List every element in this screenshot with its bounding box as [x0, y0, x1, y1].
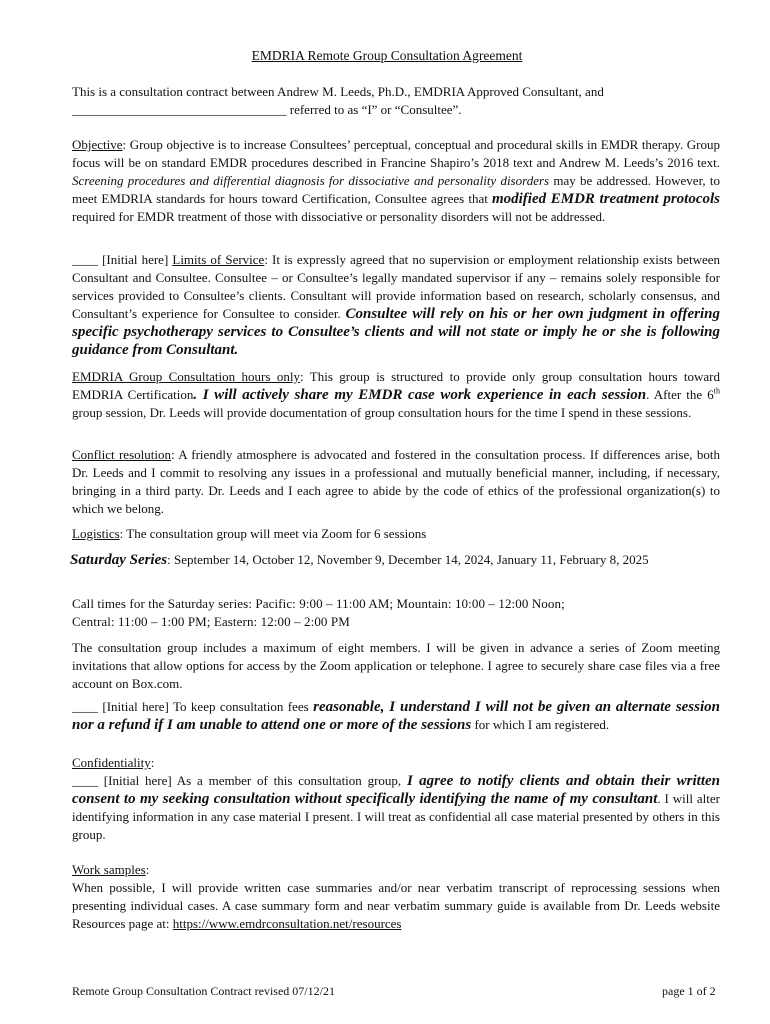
limits-paragraph — [72, 251, 720, 359]
limits-initial-blank[interactable]: ____ [Initial here] — [72, 252, 173, 267]
hours-text-2: . After the 6 — [646, 387, 714, 402]
work-samples-paragraph — [72, 861, 720, 933]
objective-text-2: may be addressed. However, to meet EMDRIA standards for hours toward Certification, Consultee agrees that — [72, 173, 720, 206]
fees-initial-blank[interactable]: ____ [Initial here] To keep consultation fees — [72, 699, 314, 714]
objective-text-1: : Group objective is to increase Consultees’ perceptual, conceptual and procedural skills in EMDR therapy. Group focus will be on standard EMDR procedures described in Francine Shapiro’s 2018 text and Andrew M. Leeds’s 2016 text. — [72, 137, 720, 170]
document-title: EMDRIA Remote Group Consultation Agreement — [251, 48, 523, 63]
logistics-text: : The consultation group will meet via Zoom for 6 sessions — [119, 526, 427, 541]
work-samples-heading: Work samples — [72, 862, 146, 877]
series-dates: : September 14, October 12, November 9, December 14, 2024, January 11, February 8, 2025 — [167, 552, 649, 567]
conflict-text: : A friendly atmosphere is advocated and fostered in the consultation process. If differences arise, both Dr. Leeds and I commit to resolving any issues in a professional and mutually beneficial manner, including, if necessary, bringing in a third party. Dr. Leeds and I each agree to abide by the code of ethics of the professional organization(s) to which we belong. — [72, 447, 720, 516]
conflict-heading: Conflict resolution — [72, 447, 171, 462]
consultee-name-blank[interactable]: _________________________________ — [72, 102, 287, 117]
limits-text: : It is expressly agreed that no supervision or employment relationship exists between Consultant and Consultee. Consultee – or Consultee’s legally mandated supervisor if any – remains solely responsible for services provided to Consultee’s clients. Consultant will provide information based on research, scholarly consensus, and Consultant’s experience for Consultee to consider. — [72, 252, 720, 321]
confidentiality-bold: I agree to notify clients and obtain their written consent to my seeking consultation without specifically identifying the name of my consultant — [72, 773, 720, 807]
series-label: Saturday Series — [70, 552, 168, 568]
call-times-line-1: Call times for the Saturday series: Pacific: 9:00 – 11:00 AM; Mountain: 10:00 – 12:00 Noon; — [72, 596, 565, 611]
limits-heading: Limits of Service — [172, 252, 265, 267]
intro-line-2: referred to as “I” or “Consultee”. — [286, 102, 462, 117]
logistics-paragraph — [72, 525, 720, 543]
intro-paragraph — [72, 83, 720, 119]
hours-text-1: : This group is structured to provide only group consultation hours toward EMDRIA Certification — [72, 369, 720, 402]
objective-bold: modified EMDR treatment protocols — [491, 191, 720, 207]
group-size-paragraph — [72, 639, 720, 693]
resources-link[interactable]: https://www.emdrconsultation.net/resources — [172, 916, 402, 931]
hours-bold: . I will actively share my EMDR case work experience in each session — [193, 387, 647, 403]
limits-bold: Consultee will rely on his or her own judgment in offering specific psychotherapy services to Consultee’s clients and will not state or imply he or she is following guidance from Consultant. — [72, 306, 721, 358]
objective-italic: Screening procedures and differential diagnosis for dissociative and personality disorders — [72, 173, 550, 188]
fees-bold: reasonable, I understand I will not be given an alternate session nor a refund if I am unable to attend one or more of the sessions — [72, 699, 720, 733]
call-times-line-2: Central: 11:00 – 1:00 PM; Eastern: 12:00 – 2:00 PM — [72, 614, 350, 629]
group-size-text: The consultation group includes a maximum of eight members. I will be given in advance a series of Zoom meeting invitations that allow options for access by the Zoom application or telephone. I agree to securely share case files via a free account on Box.com. — [72, 640, 720, 691]
hours-text-3: group session, Dr. Leeds will provide documentation of group consultation hours for the time I spend in these sessions. — [72, 405, 692, 420]
objective-paragraph — [72, 136, 720, 226]
confidentiality-text: . I will alter identifying information in any case material I present. I will treat as confidential all case material presented by others in this group. — [72, 791, 720, 842]
footer-left: Remote Group Consultation Contract revised 07/12/21 — [72, 984, 335, 998]
conflict-paragraph — [72, 446, 720, 518]
series-paragraph — [70, 551, 730, 569]
intro-line-1: This is a consultation contract between Andrew M. Leeds, Ph.D., EMDRIA Approved Consultant, and — [72, 84, 604, 99]
call-times-paragraph — [72, 595, 720, 631]
hours-heading: EMDRIA Group Consultation hours only — [72, 369, 300, 384]
work-samples-text: When possible, I will provide written case summaries and/or near verbatim transcript of reprocessing sessions when presenting individual cases. A case summary form and near verbatim summary guide is available from Dr. Leeds website Resources page at: — [72, 880, 720, 931]
objective-heading: Objective — [72, 137, 123, 152]
fees-paragraph — [72, 698, 720, 734]
work-samples-colon: : — [145, 862, 150, 877]
confidentiality-heading: Confidentiality — [72, 755, 151, 770]
hours-paragraph — [72, 368, 720, 422]
hours-sup: th — [713, 386, 721, 396]
objective-text-3: required for EMDR treatment of those with dissociative or personality disorders will not be addressed. — [72, 209, 606, 224]
logistics-heading: Logistics — [72, 526, 120, 541]
page-number: page 1 of 2 — [662, 984, 716, 998]
confidentiality-paragraph — [72, 754, 720, 844]
fees-text: for which I am registered. — [471, 717, 610, 732]
confidentiality-initial-blank[interactable]: ____ [Initial here] As a member of this consultation group, — [72, 773, 407, 788]
confidentiality-colon: : — [150, 755, 155, 770]
